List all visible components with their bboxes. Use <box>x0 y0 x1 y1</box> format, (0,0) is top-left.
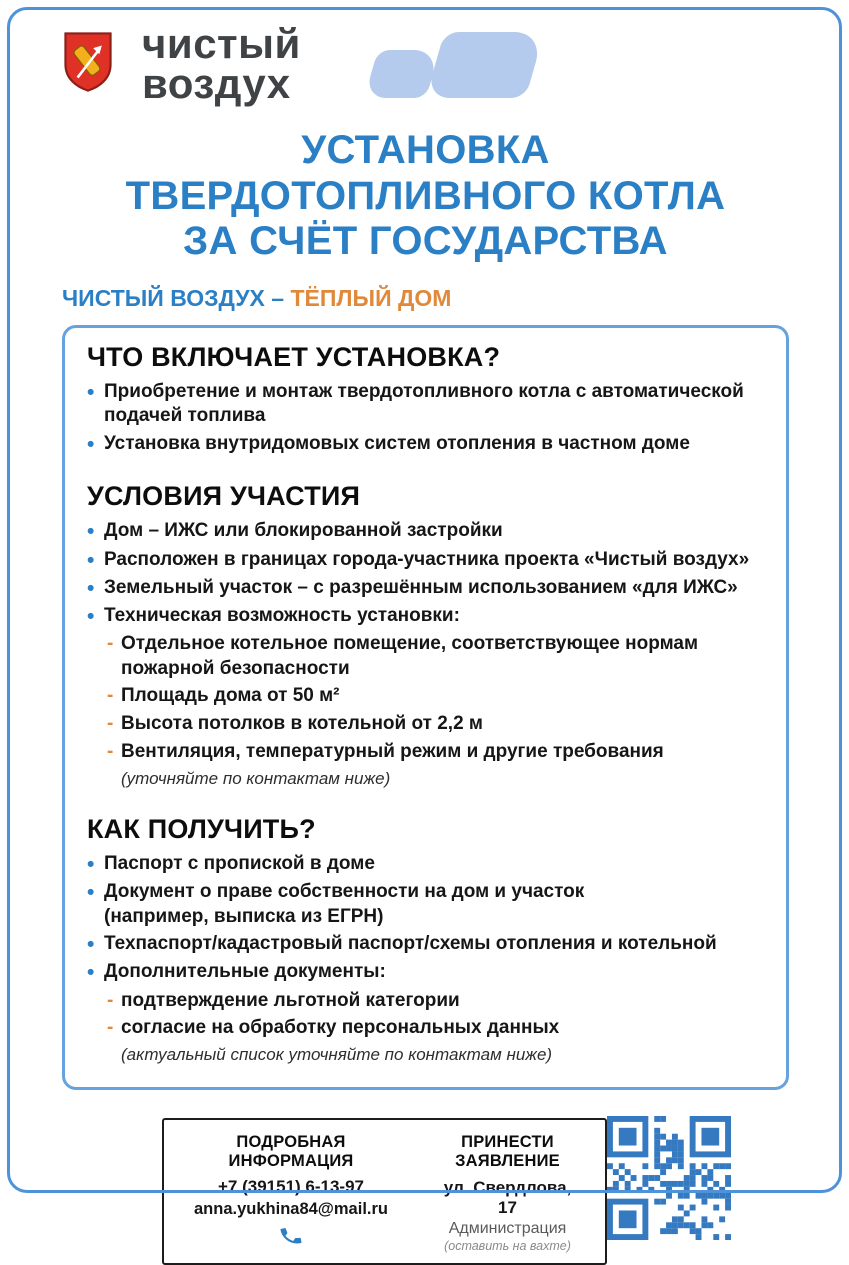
cloud-shape-small <box>364 50 440 98</box>
list-item <box>87 519 762 544</box>
section-title: УСЛОВИЯ УЧАСТИЯ <box>87 481 361 512</box>
list-item <box>87 380 762 429</box>
bullet-icon: • <box>87 520 95 544</box>
bullet-icon: • <box>87 548 95 572</box>
sub-list-item <box>107 740 762 765</box>
phone-number: +7 (39151) 6-13-97 <box>217 1177 365 1197</box>
qr-code <box>607 1116 731 1240</box>
item-text: Техническая возможность установки: <box>104 604 460 626</box>
item-text: Приобретение и монтаж твердотопливного котла с автоматической подачей топлива <box>104 380 744 427</box>
item-text: Дополнительные документы: <box>104 961 386 983</box>
item-text: (уточняйте по контактам ниже) <box>121 768 391 788</box>
apply-note: (оставить на вахте) <box>444 1239 571 1254</box>
header <box>62 20 789 107</box>
list-item <box>87 548 762 573</box>
contact-info-title: ПОДРОБНАЯ ИНФОРМАЦИЯ <box>228 1133 354 1171</box>
bullet-icon: • <box>87 433 95 457</box>
dash-icon: - <box>107 989 114 1011</box>
logo-line-2: воздух <box>142 60 291 107</box>
sub-list-item <box>107 632 762 681</box>
list-item <box>87 932 762 957</box>
logo-mark <box>371 24 571 104</box>
dash-icon: - <box>107 713 114 735</box>
bullet-icon: • <box>87 880 95 904</box>
phone-icon <box>194 1224 388 1253</box>
sub-list-item <box>107 1016 762 1041</box>
subtitle-slogan: ТЁПЛЫЙ ДОМ <box>290 284 452 311</box>
bullet-icon: • <box>87 604 95 628</box>
list-item <box>87 604 762 629</box>
apply-column <box>440 1133 575 1253</box>
item-text: Документ о праве собственности на дом и участок (например, выписка из ЕГРН) <box>104 880 585 927</box>
sub-list-item <box>107 684 762 709</box>
section <box>87 814 762 1066</box>
list-item <box>87 880 762 929</box>
title-line-3: ЗА СЧЁТ ГОСУДАРСТВА <box>183 219 668 264</box>
list-item <box>87 432 762 457</box>
item-text: Паспорт с пропиской в доме <box>104 852 375 874</box>
footer <box>162 1118 731 1265</box>
bullet-icon: • <box>87 380 95 404</box>
bullet-icon: • <box>87 852 95 876</box>
item-text: Техпаспорт/кадастровый паспорт/схемы отопления и котельной <box>104 933 717 955</box>
cloud-shape-large <box>425 32 544 98</box>
item-text: согласие на обработку персональных данных <box>121 1017 560 1039</box>
item-text: Площадь дома от 50 м² <box>121 685 340 707</box>
section <box>87 342 762 458</box>
list-item <box>87 852 762 877</box>
dash-icon: - <box>107 740 114 762</box>
list-item <box>87 576 762 601</box>
subtitle-program: ЧИСТЫЙ ВОЗДУХ – <box>62 284 285 311</box>
logo-text <box>142 20 301 107</box>
dash-icon: - <box>107 685 114 707</box>
bullet-icon: • <box>87 933 95 957</box>
section-title: КАК ПОЛУЧИТЬ? <box>87 813 316 844</box>
section-title: ЧТО ВКЛЮЧАЕТ УСТАНОВКА? <box>87 341 501 372</box>
note-text <box>121 768 762 790</box>
item-text: Расположен в границах города-участника проекта «Чистый воздух» <box>104 548 750 570</box>
bullet-icon: • <box>87 961 95 985</box>
item-text: Вентиляция, температурный режим и другие требования <box>121 740 664 762</box>
section <box>87 481 762 789</box>
dash-icon: - <box>107 1017 114 1039</box>
apply-title: ПРИНЕСТИ ЗАЯВЛЕНИЕ <box>455 1133 560 1171</box>
subtitle <box>62 285 789 312</box>
item-text: Земельный участок – с разрешённым использованием «для ИЖС» <box>104 576 738 598</box>
item-text: Отдельное котельное помещение, соответствующее нормам пожарной безопасности <box>121 633 699 679</box>
bullet-icon: • <box>87 576 95 600</box>
title-line-2: ТВЕРДОТОПЛИВНОГО КОТЛА <box>125 173 726 218</box>
apply-org: Администрация <box>448 1220 567 1238</box>
item-text: подтверждение льготной категории <box>121 989 460 1011</box>
contact-box <box>162 1118 607 1265</box>
dash-icon: - <box>107 633 114 655</box>
coat-of-arms <box>62 30 114 99</box>
sub-list-item <box>107 712 762 737</box>
contact-info-column <box>194 1133 388 1253</box>
content-box <box>62 325 789 1090</box>
item-text: Установка внутридомовых систем отопления в частном доме <box>104 433 690 455</box>
item-text: Высота потолков в котельной от 2,2 м <box>121 713 483 735</box>
item-text: Дом – ИЖС или блокированной застройки <box>104 520 503 542</box>
email-address: anna.yukhina84@mail.ru <box>194 1200 388 1219</box>
logo-line-1: чистый <box>142 20 301 68</box>
item-text-continued: (например, выписка из ЕГРН) <box>104 905 384 927</box>
note-text <box>121 1044 762 1066</box>
page-title <box>62 128 789 265</box>
list-item <box>87 960 762 985</box>
sub-list-item <box>107 989 762 1014</box>
apply-address: ул. Свердлова, 17 <box>443 1178 572 1218</box>
item-text: (актуальный список уточняйте по контактам ниже) <box>121 1044 553 1064</box>
title-line-1: УСТАНОВКА <box>301 128 550 172</box>
